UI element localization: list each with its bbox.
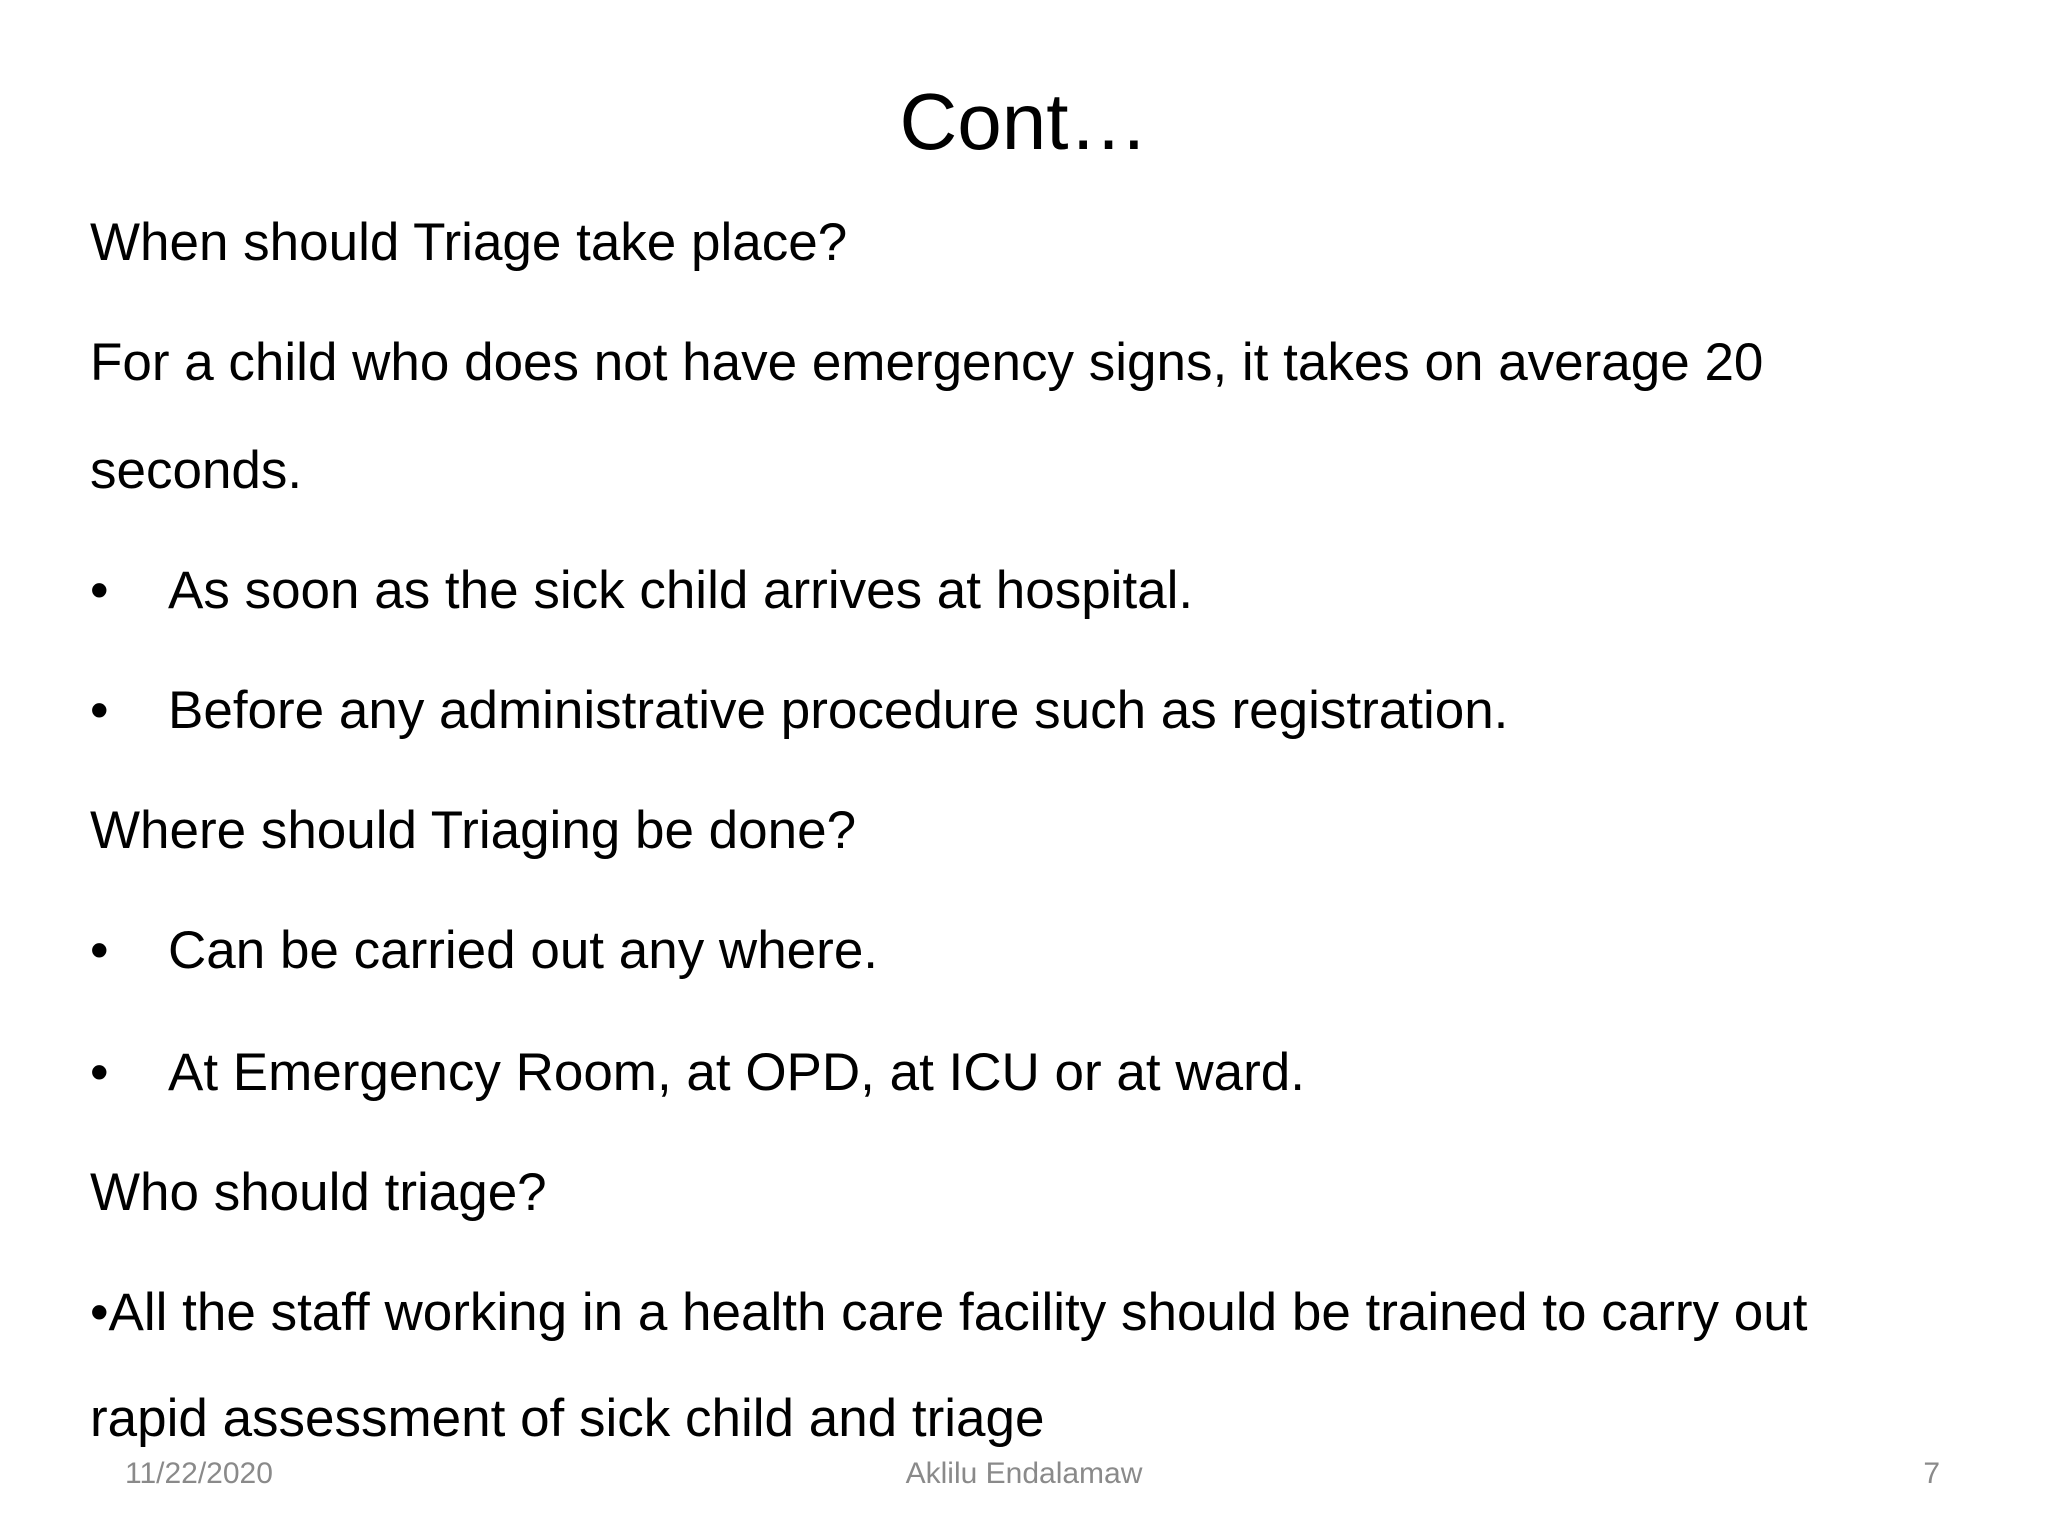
bullet-icon: • (90, 921, 109, 980)
bullet-text: Before any administrative procedure such as registration. (168, 681, 1509, 740)
bullet-icon: • (90, 1043, 109, 1102)
question-when: When should Triage take place? (90, 213, 848, 272)
paragraph-line-3: •All the staff working in a health care facility should be trained to carry out (90, 1283, 1808, 1342)
footer-author: Aklilu Endalamaw (905, 1457, 1143, 1490)
bullet-item (90, 558, 1193, 624)
bullet-item (90, 1040, 1305, 1106)
bullet-item (90, 678, 1508, 744)
paragraph-line-4: rapid assessment of sick child and triage (90, 1389, 1045, 1448)
bullet-item (90, 918, 878, 984)
footer-page-number: 7 (1923, 1457, 1940, 1490)
bullet-text: As soon as the sick child arrives at hospital. (168, 561, 1194, 620)
bullet-icon: • (90, 561, 109, 620)
paragraph-line-2: seconds. (90, 441, 303, 500)
question-who: Who should triage? (90, 1163, 547, 1222)
bullet-icon: • (90, 681, 109, 740)
question-where: Where should Triaging be done? (90, 801, 857, 860)
bullet-text: Can be carried out any where. (168, 921, 879, 980)
paragraph-line-1: For a child who does not have emergency signs, it takes on average 20 (90, 333, 1764, 392)
footer-date: 11/22/2020 (125, 1457, 273, 1490)
slide-title: Cont… (899, 77, 1149, 166)
bullet-text: At Emergency Room, at OPD, at ICU or at ward. (168, 1043, 1305, 1102)
